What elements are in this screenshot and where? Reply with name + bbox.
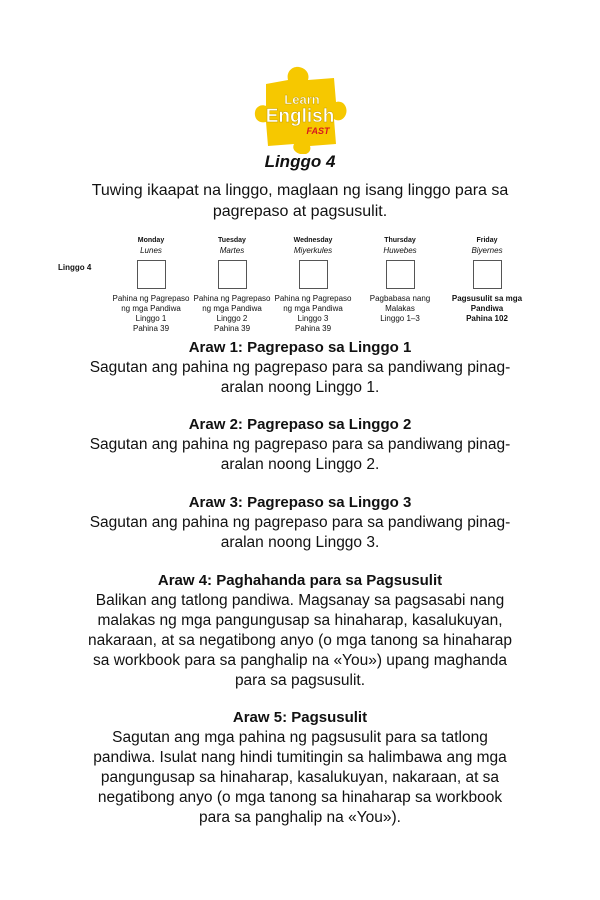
day-note-line: Pahina ng Pagrepaso [193,294,271,303]
section-heading: Araw 1: Pagrepaso sa Linggo 1 [188,339,412,356]
day-name-tl: Biyernes [471,246,503,255]
section-line: negatibong anyo (o mga tanong sa hinaharap sa workbook [97,789,503,806]
checkbox-square [386,260,415,289]
day-note-line: Malakas [385,304,415,313]
section-day-1 [60,338,540,398]
logo-english: English [265,106,335,127]
checkbox-square [299,260,328,289]
day-note-line: Pagsusulit sa mga [451,294,523,303]
day-note-line: ng mga Pandiwa [121,304,181,313]
section-line: sa workbook para sa panghalip na «You») upang maghanda [93,652,507,669]
section-day-5 [60,708,540,828]
checkbox-square [473,260,502,289]
section-line: aralan noong Linggo 2. [220,456,380,473]
schedule-day-monday [106,236,196,334]
day-note-line: Pahina 102 [466,314,508,323]
section-line: malakas ng mga pangungusap sa hinaharap, kasalukuyan, [97,612,503,629]
day-note-line: Pahina 39 [213,324,251,333]
day-note-line: Pandiwa [470,304,504,313]
day-note-line: ng mga Pandiwa [202,304,262,313]
section-line: para sa pagsusulit. [234,672,366,689]
section-line: pangungusap sa hinaharap, kasalukuyan, nakaraan, at sa [100,769,500,786]
day-name-en: Thursday [384,237,416,244]
section-day-2 [60,415,540,475]
day-name-en: Friday [476,237,498,244]
day-name-tl: Martes [219,246,245,255]
section-line: Sagutan ang mga pahina ng pagsusulit para sa tatlong [112,729,488,746]
day-note-line: ng mga Pandiwa [283,304,343,313]
page-title: Linggo 4 [264,152,336,171]
day-note-line: Pahina 39 [132,324,170,333]
section-day-4 [60,571,540,691]
checkbox-square [137,260,166,289]
schedule-day-friday [442,236,532,324]
section-heading: Araw 3: Pagrepaso sa Linggo 3 [188,494,412,511]
day-name-tl: Lunes [140,246,162,255]
day-note-line: Pagbabasa nang [369,294,431,303]
day-note-line: Linggo 1–3 [380,314,420,323]
section-heading: Araw 2: Pagrepaso sa Linggo 2 [188,416,412,433]
section-heading: Araw 5: Pagsusulit [232,709,368,726]
day-note-line: Pahina 39 [294,324,332,333]
section-line: Sagutan ang pahina ng pagrepaso para sa pandiwang pinag- [89,359,511,376]
intro-text: Tuwing ikaapat na linggo, maglaan ng isang linggo para sa pagrepaso at pagsusulit. [91,182,509,220]
section-line: Balikan ang tatlong pandiwa. Magsanay sa pagsasabi nang [95,592,505,609]
logo-fast: FAST [306,126,330,136]
checkbox-square [218,260,247,289]
section-day-3 [60,493,540,553]
section-heading: Araw 4: Paghahanda para sa Pagsusulit [157,572,443,589]
day-note-line: Linggo 3 [297,314,329,323]
section-line: Sagutan ang pahina ng pagrepaso para sa pandiwang pinag- [89,514,511,531]
day-name-tl: Miyerkules [293,246,333,255]
day-note-line: Linggo 1 [135,314,167,323]
day-name-en: Monday [137,237,165,244]
section-line: aralan noong Linggo 3. [220,534,380,551]
day-name-en: Wednesday [293,237,333,244]
schedule-day-thursday [355,236,445,324]
schedule-day-wednesday [268,236,358,334]
schedule-row-label: Linggo 4 [58,263,92,272]
logo-learn: Learn [284,92,320,107]
section-line: nakaraan, at sa negatibong anyo (o mga tanong sa hinaharap [88,632,512,649]
schedule-day-tuesday [187,236,277,334]
day-note-line: Pahina ng Pagrepaso [274,294,352,303]
day-note-line: Linggo 2 [216,314,248,323]
day-note-line: Pahina ng Pagrepaso [112,294,190,303]
section-line: Sagutan ang pahina ng pagrepaso para sa pandiwang pinag- [89,436,511,453]
learn-english-fast-logo [252,64,348,154]
section-line: aralan noong Linggo 1. [220,379,380,396]
day-name-tl: Huwebes [383,246,417,255]
section-line: pandiwa. Isulat nang hindi tumitingin sa halimbawa ang mga [93,749,507,766]
section-line: para sa panghalip na «You»). [199,809,401,826]
day-name-en: Tuesday [218,237,246,244]
